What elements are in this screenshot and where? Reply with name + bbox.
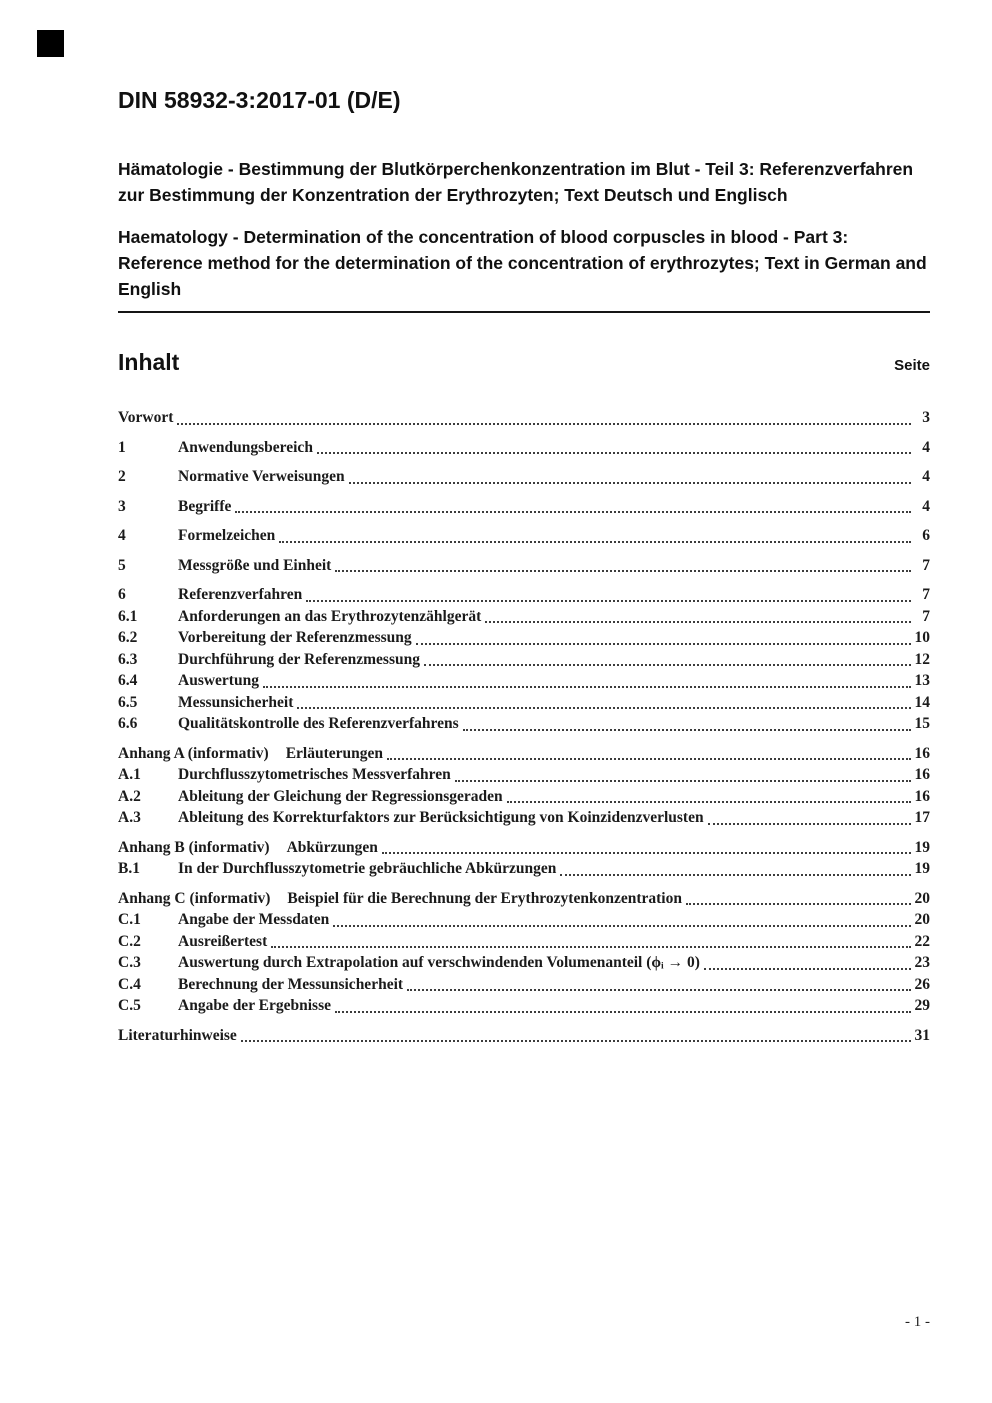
toc-entry — [118, 974, 930, 996]
toc-entry-number: C.1 — [118, 911, 141, 928]
toc-entry-number: 3 — [118, 497, 126, 515]
toc-entry-page: 7 — [922, 607, 930, 625]
toc-entry-label: In der Durchflusszytometrie gebräuchliche Abkürzungen — [178, 860, 557, 877]
toc-entry-page: 29 — [914, 997, 930, 1014]
toc-entry-number: C.2 — [118, 932, 141, 950]
toc-entry-label: Erläuterungen — [285, 744, 384, 762]
toc-entry-label: Ableitung der Gleichung der Regressionsgeraden — [178, 787, 503, 805]
toc-entry-page: 6 — [922, 527, 930, 544]
toc-entry — [118, 931, 930, 953]
toc-entry-number: A.2 — [118, 787, 141, 805]
toc-entry-label: Vorwort — [118, 409, 174, 426]
toc-entry — [118, 670, 930, 692]
toc-entry — [118, 627, 930, 649]
toc-entry-number: C.5 — [118, 997, 141, 1014]
toc-entry-page: 26 — [914, 975, 930, 993]
toc-entry-label: Anforderungen an das Erythrozytenzählgerät — [178, 607, 482, 625]
toc-entry — [118, 764, 930, 786]
dotted-leader — [560, 874, 911, 876]
toc-entry — [118, 649, 930, 671]
toc-entry — [118, 437, 930, 459]
toc-entry-label: Ausreißertest — [178, 932, 268, 950]
toc-entry-label: Formelzeichen — [178, 527, 276, 544]
toc-entry — [118, 584, 930, 606]
dotted-leader — [407, 989, 911, 991]
toc-entry-page: 16 — [914, 766, 930, 783]
document-page — [118, 0, 930, 1046]
dotted-leader — [335, 1011, 911, 1013]
toc-entry — [118, 786, 930, 808]
toc-entry-number: A.3 — [118, 809, 141, 826]
toc-entry-label: Durchflusszytometrisches Messverfahren — [178, 766, 451, 783]
dotted-leader — [279, 541, 911, 543]
toc-entry-label: Vorbereitung der Referenzmessung — [178, 629, 412, 646]
toc-entry-label: Angabe der Messdaten — [178, 911, 330, 928]
toc-entry-label: Angabe der Ergebnisse — [178, 997, 332, 1014]
toc-entry-page: 19 — [914, 860, 930, 877]
toc-entry-page: 23 — [914, 954, 930, 971]
toc-entry — [118, 909, 930, 931]
toc-entry-label: Normative Verweisungen — [178, 468, 345, 485]
toc-entry-page: 31 — [914, 1026, 930, 1044]
toc-entry — [118, 713, 930, 735]
toc-entry-number: 6.6 — [118, 715, 138, 732]
toc-entry-page: 19 — [914, 838, 930, 856]
dotted-leader — [382, 852, 911, 854]
toc-entry — [118, 743, 930, 765]
dotted-leader — [387, 758, 911, 760]
toc-entry-label: Auswertung — [178, 672, 259, 689]
page-number-footer: - 1 - — [905, 1314, 930, 1330]
toc-entry-number: 6 — [118, 586, 126, 603]
toc-entry — [118, 606, 930, 628]
toc-entry-label: Begriffe — [178, 497, 232, 515]
toc-entry-label: Qualitätskontrolle des Referenzverfahrens — [178, 715, 459, 732]
dotted-leader — [507, 801, 911, 803]
toc-entry-number: 6.4 — [118, 672, 138, 689]
dotted-leader — [335, 570, 911, 572]
dotted-leader — [704, 968, 911, 970]
toc-entry-page: 16 — [914, 744, 930, 762]
document-number-title: DIN 58932-3:2017-01 (D/E) — [118, 87, 401, 113]
toc-entry-label: Referenzverfahren — [178, 586, 303, 603]
title-divider — [118, 311, 930, 313]
dotted-leader — [297, 707, 911, 709]
dotted-leader — [177, 423, 911, 425]
toc-entry-number: A.1 — [118, 766, 141, 783]
toc-entry-number: 6.3 — [118, 650, 138, 668]
page-column-label: Seite — [894, 357, 930, 374]
toc-entry — [118, 525, 930, 547]
toc-entry-label: Durchführung der Referenzmessung — [178, 650, 420, 668]
toc-entry-number: Anhang B (informativ) — [118, 838, 270, 856]
dotted-leader — [485, 621, 911, 623]
toc-entry — [118, 466, 930, 488]
dotted-leader — [271, 946, 911, 948]
toc-entry-page: 17 — [914, 809, 930, 826]
toc-entry-number: 5 — [118, 556, 126, 574]
toc-entry-label: Ableitung des Korrekturfaktors zur Berücksichtigung von Koinzidenzverlusten — [178, 809, 704, 826]
toc-entry-page: 20 — [914, 911, 930, 928]
toc-entry-page: 7 — [922, 586, 930, 603]
toc-entry-number: C.4 — [118, 975, 141, 993]
toc-entry-page: 14 — [914, 693, 930, 711]
dotted-leader — [708, 823, 911, 825]
toc-entry — [118, 952, 930, 974]
dotted-leader — [317, 452, 911, 454]
toc-entry — [118, 858, 930, 880]
toc-entry-page: 7 — [922, 556, 930, 574]
toc-entry-label: Berechnung der Messunsicherheit — [178, 975, 404, 993]
toc-entry-label: Beispiel für die Berechnung der Erythrozytenkonzentration — [287, 889, 682, 907]
title-english: Haematology - Determination of the concentration of blood corpuscles in blood - Part 3: Reference method for the determination of the concentration of erythrozytes; Text in German and English — [118, 227, 927, 299]
toc-entry-page: 20 — [914, 889, 930, 907]
toc-entry-number: 6.5 — [118, 693, 138, 711]
toc-entry — [118, 496, 930, 518]
dotted-leader — [263, 686, 911, 688]
toc-entry-number: 6.2 — [118, 629, 138, 646]
dotted-leader — [235, 511, 911, 513]
title-german: Hämatologie - Bestimmung der Blutkörperchenkonzentration im Blut - Teil 3: Referenzverfahren zur Bestimmung der Konzentration der Erythrozyten; Text Deutsch und Englisch — [118, 159, 914, 205]
toc-entry — [118, 807, 930, 829]
toc-entry-label: Messgröße und Einheit — [178, 556, 332, 574]
toc-entry-number: 6.1 — [118, 607, 138, 625]
toc-list — [118, 407, 930, 1046]
toc-entry-number: C.3 — [118, 954, 141, 971]
toc-entry-label: Auswertung durch Extrapolation auf verschwindenden Volumenanteil (ϕᵢ → 0) — [178, 954, 700, 971]
toc-header — [118, 349, 930, 376]
dotted-leader — [686, 903, 911, 905]
toc-entry — [118, 407, 930, 429]
toc-entry-page: 4 — [922, 497, 930, 515]
toc-heading: Inhalt — [118, 349, 180, 375]
registration-mark — [37, 30, 64, 57]
toc-entry-page: 4 — [922, 468, 930, 485]
toc-entry-page: 16 — [914, 787, 930, 805]
toc-entry — [118, 555, 930, 577]
toc-entry-page: 4 — [922, 438, 930, 456]
toc-entry-label: Literaturhinweise — [118, 1026, 237, 1044]
dotted-leader — [463, 729, 911, 731]
toc-entry — [118, 888, 930, 910]
toc-entry — [118, 995, 930, 1017]
toc-entry-page: 3 — [922, 409, 930, 426]
toc-entry-label: Anwendungsbereich — [178, 438, 313, 456]
dotted-leader — [424, 664, 911, 666]
toc-entry-label: Messunsicherheit — [178, 693, 294, 711]
toc-entry-number: B.1 — [118, 860, 140, 877]
toc-entry-page: 10 — [914, 629, 930, 646]
dotted-leader — [241, 1040, 911, 1042]
toc-entry-number: 4 — [118, 527, 126, 544]
toc-entry-number: 2 — [118, 468, 126, 485]
toc-entry — [118, 692, 930, 714]
dotted-leader — [416, 643, 911, 645]
toc-entry — [118, 1025, 930, 1047]
toc-entry-number: Anhang A (informativ) — [118, 744, 269, 762]
dotted-leader — [306, 600, 911, 602]
dotted-leader — [455, 780, 911, 782]
dotted-leader — [349, 482, 911, 484]
toc-entry-page: 22 — [914, 932, 930, 950]
toc-entry-number: Anhang C (informativ) — [118, 889, 271, 907]
toc-entry-page: 13 — [914, 672, 930, 689]
toc-entry-page: 12 — [914, 650, 930, 668]
toc-entry — [118, 837, 930, 859]
toc-entry-page: 15 — [914, 715, 930, 732]
dotted-leader — [333, 925, 911, 927]
toc-entry-label: Abkürzungen — [286, 838, 378, 856]
toc-entry-number: 1 — [118, 438, 126, 456]
